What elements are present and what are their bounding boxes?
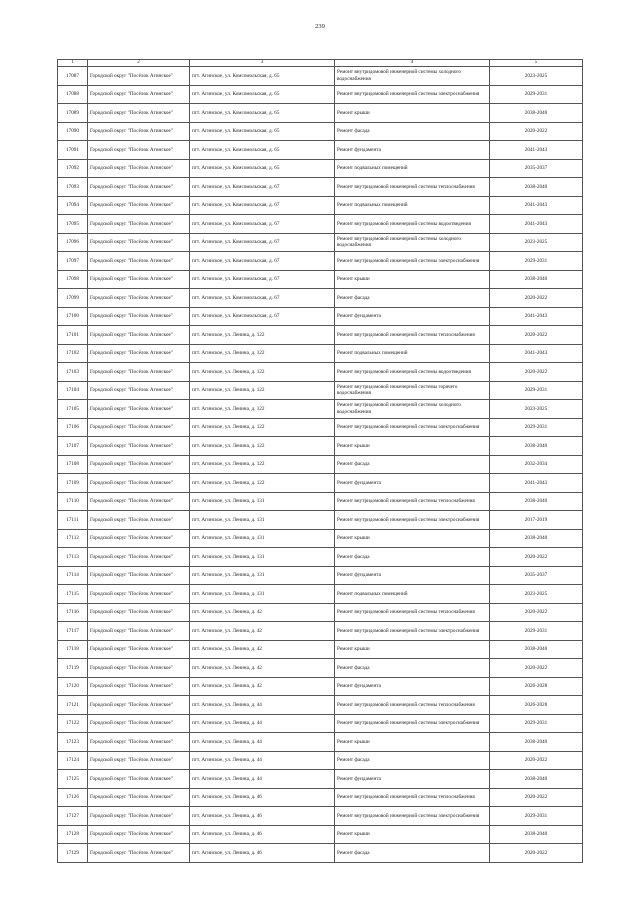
- row-number-cell: 17095: [58, 215, 88, 234]
- row-number-cell: 17096: [58, 233, 88, 252]
- row-number-cell: 17109: [58, 474, 88, 493]
- table-header: [58, 60, 583, 67]
- address-cell: пгт. Агинское, ул. Ленина, д. 46: [190, 807, 335, 826]
- municipality-cell: Городской округ "Посёлок Агинское": [88, 714, 190, 733]
- work-type-cell: Ремонт внутридомовой инженерной системы горячего водоснабжения: [335, 381, 490, 400]
- table-row: [58, 566, 583, 585]
- municipality-cell: Городской округ "Посёлок Агинское": [88, 455, 190, 474]
- period-cell: 2029-2031: [490, 381, 583, 400]
- municipality-cell: Городской округ "Посёлок Агинское": [88, 344, 190, 363]
- row-number-cell: 17099: [58, 289, 88, 308]
- table-row: [58, 363, 583, 382]
- table-row: [58, 270, 583, 289]
- work-type-cell: Ремонт внутридомовой инженерной системы электроснабжения: [335, 807, 490, 826]
- table-row: [58, 492, 583, 511]
- table-row: [58, 603, 583, 622]
- table-row: [58, 196, 583, 215]
- municipality-cell: Городской округ "Посёлок Агинское": [88, 270, 190, 289]
- work-type-cell: Ремонт крыши: [335, 733, 490, 752]
- table-row: [58, 788, 583, 807]
- address-cell: пгт. Агинское, ул. Ленина, д. 122: [190, 455, 335, 474]
- municipality-cell: Городской округ "Посёлок Агинское": [88, 696, 190, 715]
- row-number-cell: 17104: [58, 381, 88, 400]
- address-cell: пгт. Агинское, ул. Комсомольская, д. 65: [190, 85, 335, 104]
- table-body: [58, 67, 583, 863]
- row-number-cell: 17113: [58, 548, 88, 567]
- address-cell: пгт. Агинское, ул. Комсомольская, д. 67: [190, 196, 335, 215]
- table-row: [58, 659, 583, 678]
- period-cell: 2038-2040: [490, 640, 583, 659]
- municipality-cell: Городской округ "Посёлок Агинское": [88, 233, 190, 252]
- work-type-cell: Ремонт фасада: [335, 659, 490, 678]
- work-type-cell: Ремонт внутридомовой инженерной системы электроснабжения: [335, 418, 490, 437]
- address-cell: пгт. Агинское, ул. Комсомольская, д. 67: [190, 270, 335, 289]
- period-cell: 2038-2040: [490, 104, 583, 123]
- municipality-cell: Городской округ "Посёлок Агинское": [88, 585, 190, 604]
- municipality-cell: Городской округ "Посёлок Агинское": [88, 104, 190, 123]
- repair-schedule-table: [57, 59, 583, 863]
- municipality-cell: Городской округ "Посёлок Агинское": [88, 85, 190, 104]
- period-cell: 2029-2031: [490, 85, 583, 104]
- address-cell: пгт. Агинское, ул. Комсомольская, д. 67: [190, 233, 335, 252]
- work-type-cell: Ремонт внутридомовой инженерной системы холодного водоснабжения: [335, 67, 490, 86]
- municipality-cell: Городской округ "Посёлок Агинское": [88, 492, 190, 511]
- municipality-cell: Городской округ "Посёлок Агинское": [88, 437, 190, 456]
- row-number-cell: 17119: [58, 659, 88, 678]
- municipality-cell: Городской округ "Посёлок Агинское": [88, 529, 190, 548]
- address-cell: пгт. Агинское, ул. Ленина, д. 42: [190, 659, 335, 678]
- table-row: [58, 474, 583, 493]
- work-type-cell: Ремонт внутридомовой инженерной системы электроснабжения: [335, 511, 490, 530]
- municipality-cell: Городской округ "Посёлок Агинское": [88, 363, 190, 382]
- address-cell: пгт. Агинское, ул. Ленина, д. 131: [190, 548, 335, 567]
- address-cell: пгт. Агинское, ул. Ленина, д. 44: [190, 733, 335, 752]
- table-row: [58, 807, 583, 826]
- address-cell: пгт. Агинское, ул. Ленина, д. 122: [190, 400, 335, 419]
- column-header: 5: [490, 60, 583, 67]
- municipality-cell: Городской округ "Посёлок Агинское": [88, 788, 190, 807]
- table-row: [58, 511, 583, 530]
- row-number-cell: 17106: [58, 418, 88, 437]
- period-cell: 2041-2043: [490, 344, 583, 363]
- table-row: [58, 733, 583, 752]
- table-row: [58, 178, 583, 197]
- work-type-cell: Ремонт внутридомовой инженерной системы водоотведения: [335, 363, 490, 382]
- work-type-cell: Ремонт подвальных помещений: [335, 344, 490, 363]
- municipality-cell: Городской округ "Посёлок Агинское": [88, 326, 190, 345]
- period-cell: 2038-2040: [490, 733, 583, 752]
- work-type-cell: Ремонт внутридомовой инженерной системы теплоснабжения: [335, 603, 490, 622]
- work-type-cell: Ремонт фундамента: [335, 474, 490, 493]
- address-cell: пгт. Агинское, ул. Ленина, д. 131: [190, 529, 335, 548]
- period-cell: 2038-2040: [490, 492, 583, 511]
- row-number-cell: 17129: [58, 844, 88, 863]
- work-type-cell: Ремонт внутридомовой инженерной системы теплоснабжения: [335, 492, 490, 511]
- table-row: [58, 307, 583, 326]
- work-type-cell: Ремонт фасада: [335, 844, 490, 863]
- row-number-cell: 17108: [58, 455, 88, 474]
- row-number-cell: 17101: [58, 326, 88, 345]
- period-cell: 2041-2043: [490, 196, 583, 215]
- address-cell: пгт. Агинское, ул. Ленина, д. 44: [190, 714, 335, 733]
- municipality-cell: Городской округ "Посёлок Агинское": [88, 307, 190, 326]
- table-row: [58, 640, 583, 659]
- row-number-cell: 17087: [58, 67, 88, 86]
- period-cell: 2023-2025: [490, 67, 583, 86]
- table-row: [58, 252, 583, 271]
- row-number-cell: 17120: [58, 677, 88, 696]
- work-type-cell: Ремонт внутридомовой инженерной системы теплоснабжения: [335, 326, 490, 345]
- table-row: [58, 418, 583, 437]
- header-row: [58, 60, 583, 67]
- table-row: [58, 400, 583, 419]
- row-number-cell: 17103: [58, 363, 88, 382]
- address-cell: пгт. Агинское, ул. Комсомольская, д. 65: [190, 122, 335, 141]
- work-type-cell: Ремонт крыши: [335, 529, 490, 548]
- row-number-cell: 17115: [58, 585, 88, 604]
- row-number-cell: 17089: [58, 104, 88, 123]
- period-cell: 2041-2043: [490, 215, 583, 234]
- row-number-cell: 17126: [58, 788, 88, 807]
- period-cell: 2038-2040: [490, 270, 583, 289]
- work-type-cell: Ремонт крыши: [335, 104, 490, 123]
- municipality-cell: Городской округ "Посёлок Агинское": [88, 381, 190, 400]
- work-type-cell: Ремонт подвальных помещений: [335, 159, 490, 178]
- address-cell: пгт. Агинское, ул. Ленина, д. 122: [190, 344, 335, 363]
- table-row: [58, 381, 583, 400]
- work-type-cell: Ремонт крыши: [335, 640, 490, 659]
- row-number-cell: 17098: [58, 270, 88, 289]
- row-number-cell: 17124: [58, 751, 88, 770]
- column-header: 2: [88, 60, 190, 67]
- work-type-cell: Ремонт крыши: [335, 270, 490, 289]
- address-cell: пгт. Агинское, ул. Ленина, д. 44: [190, 696, 335, 715]
- period-cell: 2038-2040: [490, 437, 583, 456]
- work-type-cell: Ремонт внутридомовой инженерной системы электроснабжения: [335, 622, 490, 641]
- row-number-cell: 17111: [58, 511, 88, 530]
- work-type-cell: Ремонт фасада: [335, 548, 490, 567]
- address-cell: пгт. Агинское, ул. Ленина, д. 46: [190, 844, 335, 863]
- table-row: [58, 548, 583, 567]
- table-row: [58, 455, 583, 474]
- municipality-cell: Городской округ "Посёлок Агинское": [88, 400, 190, 419]
- table-row: [58, 529, 583, 548]
- work-type-cell: Ремонт фасада: [335, 289, 490, 308]
- address-cell: пгт. Агинское, ул. Ленина, д. 46: [190, 825, 335, 844]
- municipality-cell: Городской округ "Посёлок Агинское": [88, 733, 190, 752]
- municipality-cell: Городской округ "Посёлок Агинское": [88, 474, 190, 493]
- address-cell: пгт. Агинское, ул. Ленина, д. 122: [190, 326, 335, 345]
- table-row: [58, 122, 583, 141]
- period-cell: 2029-2031: [490, 418, 583, 437]
- period-cell: 2020-2022: [490, 751, 583, 770]
- period-cell: 2041-2043: [490, 474, 583, 493]
- period-cell: 2026-2028: [490, 696, 583, 715]
- row-number-cell: 17094: [58, 196, 88, 215]
- row-number-cell: 17117: [58, 622, 88, 641]
- table-row: [58, 622, 583, 641]
- table-row: [58, 326, 583, 345]
- municipality-cell: Городской округ "Посёлок Агинское": [88, 807, 190, 826]
- period-cell: 2038-2040: [490, 529, 583, 548]
- address-cell: пгт. Агинское, ул. Комсомольская, д. 65: [190, 141, 335, 160]
- table-row: [58, 67, 583, 86]
- table-row: [58, 159, 583, 178]
- address-cell: пгт. Агинское, ул. Ленина, д. 44: [190, 751, 335, 770]
- work-type-cell: Ремонт фундамента: [335, 307, 490, 326]
- address-cell: пгт. Агинское, ул. Ленина, д. 131: [190, 585, 335, 604]
- municipality-cell: Городской округ "Посёлок Агинское": [88, 252, 190, 271]
- table-row: [58, 751, 583, 770]
- period-cell: 2023-2025: [490, 585, 583, 604]
- column-header: 3: [190, 60, 335, 67]
- row-number-cell: 17123: [58, 733, 88, 752]
- address-cell: пгт. Агинское, ул. Комсомольская, д. 65: [190, 159, 335, 178]
- row-number-cell: 17125: [58, 770, 88, 789]
- municipality-cell: Городской округ "Посёлок Агинское": [88, 511, 190, 530]
- work-type-cell: Ремонт фундамента: [335, 677, 490, 696]
- address-cell: пгт. Агинское, ул. Ленина, д. 131: [190, 492, 335, 511]
- table-row: [58, 289, 583, 308]
- municipality-cell: Городской округ "Посёлок Агинское": [88, 289, 190, 308]
- work-type-cell: Ремонт внутридомовой инженерной системы холодного водоснабжения: [335, 400, 490, 419]
- period-cell: 2038-2040: [490, 178, 583, 197]
- address-cell: пгт. Агинское, ул. Ленина, д. 42: [190, 622, 335, 641]
- row-number-cell: 17105: [58, 400, 88, 419]
- address-cell: пгт. Агинское, ул. Комсомольская, д. 67: [190, 178, 335, 197]
- address-cell: пгт. Агинское, ул. Комсомольская, д. 65: [190, 67, 335, 86]
- work-type-cell: Ремонт фасада: [335, 455, 490, 474]
- period-cell: 2029-2031: [490, 714, 583, 733]
- address-cell: пгт. Агинское, ул. Комсомольская, д. 67: [190, 252, 335, 271]
- municipality-cell: Городской округ "Посёлок Агинское": [88, 418, 190, 437]
- row-number-cell: 17127: [58, 807, 88, 826]
- table-row: [58, 825, 583, 844]
- row-number-cell: 17102: [58, 344, 88, 363]
- table-row: [58, 677, 583, 696]
- work-type-cell: Ремонт внутридомовой инженерной системы теплоснабжения: [335, 178, 490, 197]
- row-number-cell: 17097: [58, 252, 88, 271]
- column-header: 4: [335, 60, 490, 67]
- municipality-cell: Городской округ "Посёлок Агинское": [88, 566, 190, 585]
- municipality-cell: Городской округ "Посёлок Агинское": [88, 622, 190, 641]
- work-type-cell: Ремонт фундамента: [335, 566, 490, 585]
- column-header: 1: [58, 60, 88, 67]
- municipality-cell: Городской округ "Посёлок Агинское": [88, 215, 190, 234]
- address-cell: пгт. Агинское, ул. Ленина, д. 131: [190, 566, 335, 585]
- work-type-cell: Ремонт внутридомовой инженерной системы холодного водоснабжения: [335, 233, 490, 252]
- work-type-cell: Ремонт внутридомовой инженерной системы теплоснабжения: [335, 788, 490, 807]
- municipality-cell: Городской округ "Посёлок Агинское": [88, 677, 190, 696]
- period-cell: 2035-2037: [490, 566, 583, 585]
- address-cell: пгт. Агинское, ул. Ленина, д. 122: [190, 381, 335, 400]
- period-cell: 2023-2025: [490, 233, 583, 252]
- address-cell: пгт. Агинское, ул. Ленина, д. 42: [190, 677, 335, 696]
- row-number-cell: 17090: [58, 122, 88, 141]
- address-cell: пгт. Агинское, ул. Ленина, д. 122: [190, 474, 335, 493]
- row-number-cell: 17118: [58, 640, 88, 659]
- period-cell: 2035-2037: [490, 159, 583, 178]
- work-type-cell: Ремонт внутридомовой инженерной системы электроснабжения: [335, 85, 490, 104]
- work-type-cell: Ремонт подвальных помещений: [335, 585, 490, 604]
- period-cell: 2026-2028: [490, 677, 583, 696]
- municipality-cell: Городской округ "Посёлок Агинское": [88, 159, 190, 178]
- period-cell: 2020-2022: [490, 844, 583, 863]
- row-number-cell: 17128: [58, 825, 88, 844]
- municipality-cell: Городской округ "Посёлок Агинское": [88, 178, 190, 197]
- table-row: [58, 85, 583, 104]
- row-number-cell: 17093: [58, 178, 88, 197]
- table-row: [58, 585, 583, 604]
- work-type-cell: Ремонт внутридомовой инженерной системы водоотведения: [335, 215, 490, 234]
- work-type-cell: Ремонт фасада: [335, 122, 490, 141]
- period-cell: 2020-2022: [490, 363, 583, 382]
- address-cell: пгт. Агинское, ул. Ленина, д. 122: [190, 437, 335, 456]
- work-type-cell: Ремонт фундамента: [335, 141, 490, 160]
- municipality-cell: Городской округ "Посёлок Агинское": [88, 770, 190, 789]
- work-type-cell: Ремонт крыши: [335, 825, 490, 844]
- row-number-cell: 17107: [58, 437, 88, 456]
- row-number-cell: 17122: [58, 714, 88, 733]
- row-number-cell: 17116: [58, 603, 88, 622]
- address-cell: пгт. Агинское, ул. Комсомольская, д. 65: [190, 104, 335, 123]
- municipality-cell: Городской округ "Посёлок Агинское": [88, 844, 190, 863]
- period-cell: 2038-2040: [490, 825, 583, 844]
- row-number-cell: 17110: [58, 492, 88, 511]
- address-cell: пгт. Агинское, ул. Ленина, д. 44: [190, 770, 335, 789]
- work-type-cell: Ремонт крыши: [335, 437, 490, 456]
- table-row: [58, 141, 583, 160]
- row-number-cell: 17091: [58, 141, 88, 160]
- address-cell: пгт. Агинское, ул. Ленина, д. 46: [190, 788, 335, 807]
- municipality-cell: Городской округ "Посёлок Агинское": [88, 122, 190, 141]
- work-type-cell: Ремонт фасада: [335, 751, 490, 770]
- period-cell: 2029-2031: [490, 807, 583, 826]
- row-number-cell: 17112: [58, 529, 88, 548]
- period-cell: 2020-2022: [490, 659, 583, 678]
- table-row: [58, 215, 583, 234]
- table-row: [58, 104, 583, 123]
- period-cell: 2020-2022: [490, 788, 583, 807]
- address-cell: пгт. Агинское, ул. Комсомольская, д. 67: [190, 289, 335, 308]
- period-cell: 2020-2022: [490, 289, 583, 308]
- period-cell: 2029-2031: [490, 252, 583, 271]
- work-type-cell: Ремонт внутридомовой инженерной системы электроснабжения: [335, 252, 490, 271]
- address-cell: пгт. Агинское, ул. Ленина, д. 131: [190, 511, 335, 530]
- municipality-cell: Городской округ "Посёлок Агинское": [88, 659, 190, 678]
- work-type-cell: Ремонт внутридомовой инженерной системы теплоснабжения: [335, 696, 490, 715]
- table-row: [58, 770, 583, 789]
- table-row: [58, 844, 583, 863]
- row-number-cell: 17092: [58, 159, 88, 178]
- address-cell: пгт. Агинское, ул. Комсомольская, д. 67: [190, 215, 335, 234]
- municipality-cell: Городской округ "Посёлок Агинское": [88, 751, 190, 770]
- municipality-cell: Городской округ "Посёлок Агинское": [88, 67, 190, 86]
- table-row: [58, 233, 583, 252]
- municipality-cell: Городской округ "Посёлок Агинское": [88, 640, 190, 659]
- period-cell: 2029-2031: [490, 622, 583, 641]
- row-number-cell: 17121: [58, 696, 88, 715]
- page-number: 239: [315, 23, 325, 30]
- address-cell: пгт. Агинское, ул. Ленина, д. 122: [190, 363, 335, 382]
- municipality-cell: Городской округ "Посёлок Агинское": [88, 141, 190, 160]
- period-cell: 2020-2022: [490, 603, 583, 622]
- row-number-cell: 17100: [58, 307, 88, 326]
- table-row: [58, 696, 583, 715]
- table-row: [58, 437, 583, 456]
- period-cell: 2038-2040: [490, 770, 583, 789]
- period-cell: 2023-2025: [490, 400, 583, 419]
- address-cell: пгт. Агинское, ул. Ленина, д. 42: [190, 603, 335, 622]
- work-type-cell: Ремонт подвальных помещений: [335, 196, 490, 215]
- row-number-cell: 17114: [58, 566, 88, 585]
- work-type-cell: Ремонт внутридомовой инженерной системы электроснабжения: [335, 714, 490, 733]
- period-cell: 2020-2022: [490, 122, 583, 141]
- municipality-cell: Городской округ "Посёлок Агинское": [88, 825, 190, 844]
- municipality-cell: Городской округ "Посёлок Агинское": [88, 548, 190, 567]
- period-cell: 2032-2034: [490, 455, 583, 474]
- table-row: [58, 344, 583, 363]
- address-cell: пгт. Агинское, ул. Ленина, д. 122: [190, 418, 335, 437]
- address-cell: пгт. Агинское, ул. Ленина, д. 42: [190, 640, 335, 659]
- period-cell: 2020-2022: [490, 326, 583, 345]
- table-row: [58, 714, 583, 733]
- work-type-cell: Ремонт фундамента: [335, 770, 490, 789]
- period-cell: 2041-2043: [490, 307, 583, 326]
- period-cell: 2017-2019: [490, 511, 583, 530]
- row-number-cell: 17088: [58, 85, 88, 104]
- period-cell: 2041-2043: [490, 141, 583, 160]
- period-cell: 2020-2022: [490, 548, 583, 567]
- municipality-cell: Городской округ "Посёлок Агинское": [88, 603, 190, 622]
- municipality-cell: Городской округ "Посёлок Агинское": [88, 196, 190, 215]
- address-cell: пгт. Агинское, ул. Комсомольская, д. 67: [190, 307, 335, 326]
